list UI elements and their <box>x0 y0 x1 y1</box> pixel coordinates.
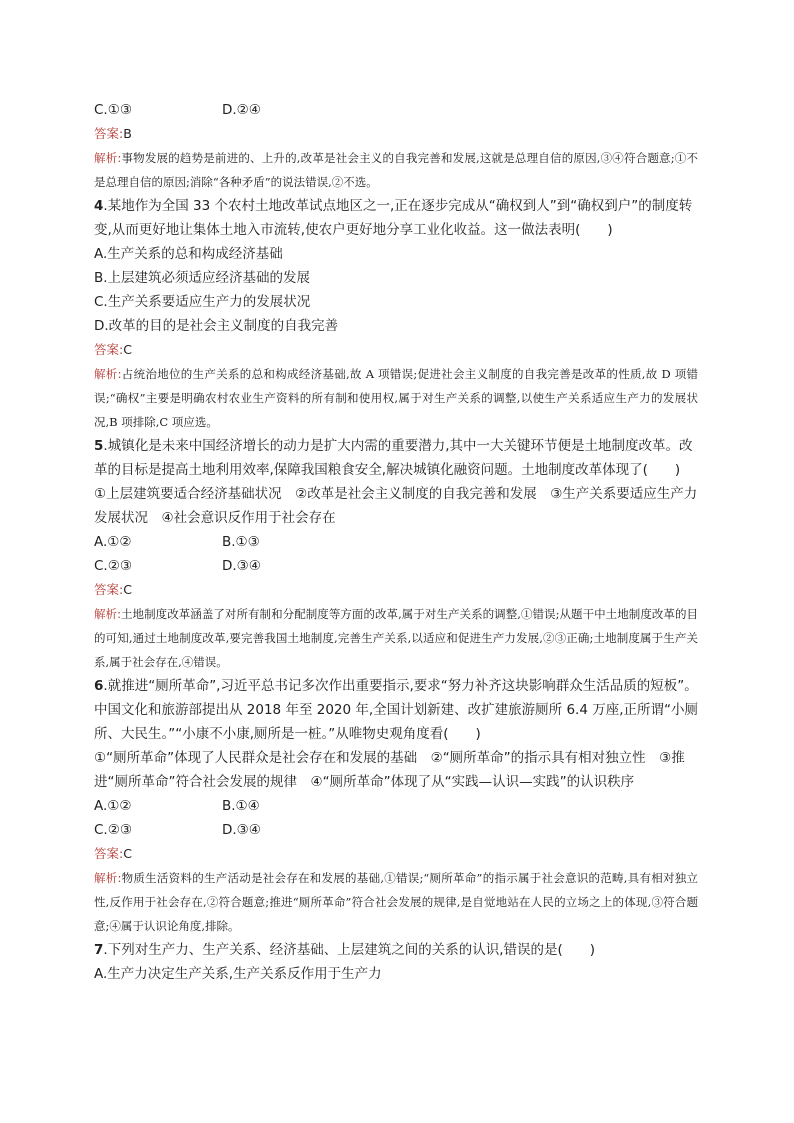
question-stem: .某地作为全国 33 个农村土地改革试点地区之一,正在逐步完成从“确权到人”到“确权到户”的制度转变,从而更好地让集体土地入市流转,使农户更好地分享工业化收益。这一做法表明( ) <box>94 198 693 238</box>
document-page <box>94 98 698 986</box>
option-d[interactable]: D.③④ <box>222 558 261 574</box>
question-5 <box>94 434 698 482</box>
answer-label: 答案: <box>94 846 124 861</box>
option-a[interactable]: A.①② <box>94 534 132 550</box>
question-stem: .下列对生产力、生产关系、经济基础、上层建筑之间的关系的认识,错误的是( ) <box>103 942 596 958</box>
option-a[interactable]: A.①② <box>94 798 132 814</box>
question-6 <box>94 674 698 746</box>
prev-explanation <box>94 146 698 194</box>
question-number: 7 <box>94 942 104 958</box>
prev-options-cd <box>94 98 698 122</box>
answer-label: 答案: <box>94 582 124 597</box>
option-a[interactable]: A.生产力决定生产关系,生产关系反作用于生产力 <box>94 966 382 982</box>
question-stem: .城镇化是未来中国经济增长的动力是扩大内需的重要潜力,其中一大关键环节便是土地制度改革。改革的目标是提高土地利用效率,保障我国粮食安全,解决城镇化融资问题。土地制度改革体现了( ) <box>94 438 693 478</box>
option-c[interactable]: C.②③ <box>94 558 132 574</box>
option-c[interactable]: C.①③ <box>94 102 132 118</box>
question-number: 4 <box>94 198 104 214</box>
option-c[interactable]: C.②③ <box>94 822 132 838</box>
q5-options-ab <box>94 530 698 554</box>
option-d[interactable]: D.改革的目的是社会主义制度的自我完善 <box>94 318 339 334</box>
answer-value: B <box>123 126 132 141</box>
q4-explanation <box>94 362 698 434</box>
explanation-text: 物质生活资料的生产活动是社会存在和发展的基础,①错误;“厕所革命”的指示属于社会意识的范畴,具有相对独立性,反作用于社会存在,②符合题意;推进“厕所革命”符合社会发展的规律,是自觉地站在人民的立场之上的体现,③符合题意;④属于认识论角度,排除。 <box>94 871 698 933</box>
question-number: 6 <box>94 678 104 694</box>
option-c[interactable]: C.生产关系要适应生产力的发展状况 <box>94 294 311 310</box>
answer-value: C <box>123 846 132 861</box>
explanation-label: 解析: <box>94 151 122 165</box>
answer-label: 答案: <box>94 126 124 141</box>
answer-value: C <box>123 342 132 357</box>
option-b[interactable]: B.①④ <box>222 798 260 814</box>
answer-value: C <box>123 582 132 597</box>
answer-label: 答案: <box>94 342 124 357</box>
option-b[interactable]: B.①③ <box>222 534 260 550</box>
q5-options-cd <box>94 554 698 578</box>
q6-answer <box>94 842 698 866</box>
q6-options-cd <box>94 818 698 842</box>
explanation-label: 解析: <box>94 871 122 885</box>
q6-options-ab <box>94 794 698 818</box>
question-stem: .就推进“厕所革命”,习近平总书记多次作出重要指示,要求“努力补齐这块影响群众生活品质的短板”。中国文化和旅游部提出从 2018 年至 2020 年,全国计划新建、改扩建旅游厕所 6.4 万座,正所谓“小厕所、大民生。”“小康不小康,厕所是一桩。”从唯物史观角度看( ) <box>94 678 699 742</box>
explanation-label: 解析: <box>94 607 121 621</box>
option-d[interactable]: D.③④ <box>222 822 261 838</box>
question-7 <box>94 938 698 962</box>
explanation-text: 事物发展的趋势是前进的、上升的,改革是社会主义的自我完善和发展,这就是总理自信的原因,③④符合题意;①不是总理自信的原因;消除“各种矛盾”的说法错误,②不选。 <box>94 151 699 189</box>
prev-answer <box>94 122 698 146</box>
option-d[interactable]: D.②④ <box>222 102 261 118</box>
q6-statements: ①“厕所革命”体现了人民群众是社会存在和发展的基础 ②“厕所革命”的指示具有相对独立性 ③推进“厕所革命”符合社会发展的规律 ④“厕所革命”体现了从“实践—认识—实践”的认识秩序 <box>94 750 685 790</box>
explanation-text: 占统治地位的生产关系的总和构成经济基础,故 A 项错误;促进社会主义制度的自我完善是改革的性质,故 D 项错误;“确权”主要是明确农村农业生产资料的所有制和使用权,属于对生产关系的调整,以使生产关系适应生产力的发展状况,B 项排除,C 项应选。 <box>94 367 699 429</box>
option-b[interactable]: B.上层建筑必须适应经济基础的发展 <box>94 270 311 286</box>
q5-explanation <box>94 602 698 674</box>
option-a[interactable]: A.生产关系的总和构成经济基础 <box>94 246 283 262</box>
q5-answer <box>94 578 698 602</box>
q6-explanation <box>94 866 698 938</box>
q5-statements: ①上层建筑要适合经济基础状况 ②改革是社会主义制度的自我完善和发展 ③生产关系要适应生产力发展状况 ④社会意识反作用于社会存在 <box>94 486 698 526</box>
question-4 <box>94 194 698 242</box>
q4-answer <box>94 338 698 362</box>
explanation-label: 解析: <box>94 367 122 381</box>
question-number: 5 <box>94 438 104 454</box>
explanation-text: 土地制度改革涵盖了对所有制和分配制度等方面的改革,属于对生产关系的调整,①错误;从题干中土地制度改革的目的可知,通过土地制度改革,要完善我国土地制度,完善生产关系,以适应和促进生产力发展,②③正确;土地制度属于生产关系,属于社会存在,④错误。 <box>94 607 698 669</box>
